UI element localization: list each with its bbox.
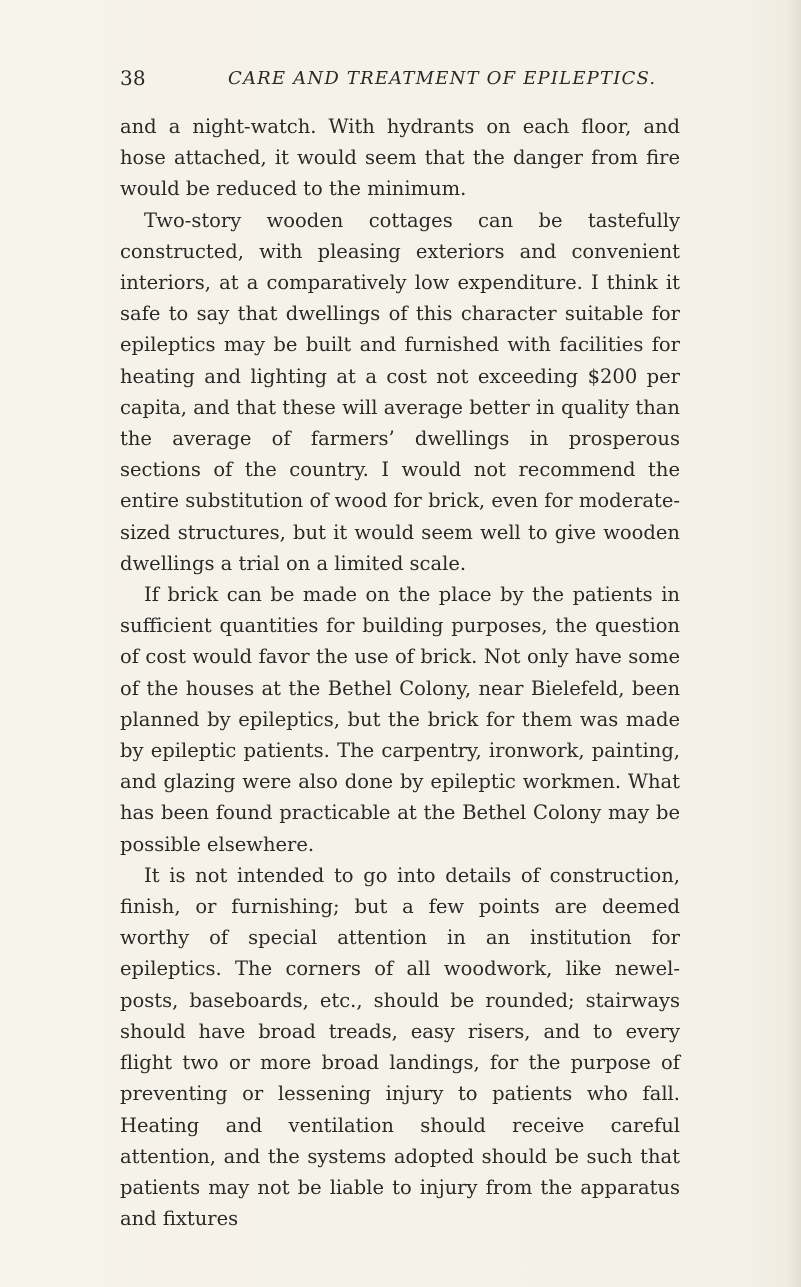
running-title: CARE AND TREATMENT OF EPILEPTICS. bbox=[228, 68, 657, 89]
paragraph-brick: If brick can be made on the place by the patients in sufficient quantities for building purposes, the question of cost would favor the use of brick. Not only have some of the houses at the Bethel Colony, near Bielefeld, been planned by epileptics, but the brick for them was made by epileptic patients. The carpentry, ironwork, painting, and glazing were also done by epileptic workmen. What has been found practicable at the Bethel Colony may be possible elsewhere. bbox=[120, 583, 680, 856]
paragraph-construction-details: It is not intended to go into details of construction, finish, or furnishing; but a few points are deemed worthy of special attention in an institution for epileptics. The corners of all woodwork, like newel-posts, baseboards, etc., should be rounded; stairways should have broad treads, easy risers, and to every flight two or more broad landings, for the purpose of preventing or lessening injury to patients who fall. Heating and ventilation should receive careful attention, and the systems adopted should be such that patients may not be liable to injury from the apparatus and fixtures bbox=[120, 863, 680, 1231]
body-text bbox=[120, 111, 680, 1234]
page-edge-shadow bbox=[787, 0, 801, 1287]
paragraph-continued: and a night-watch. With hydrants on each floor, and hose attached, it would seem that the danger from fire would be reduced to the minimum. bbox=[120, 115, 680, 201]
page-header bbox=[120, 66, 680, 96]
page-number: 38 bbox=[120, 66, 146, 90]
paragraph-wooden-cottages: Two-story wooden cottages can be tastefully constructed, with pleasing exteriors and convenient interiors, at a comparatively low expenditure. I think it safe to say that dwellings of this character suitable for epileptics may be built and furnished with facilities for heating and lighting at a cost not exceeding $200 per capita, and that these will average better in quality than the average of farmers’ dwellings in prosperous sections of the country. I would not recommend the entire substitution of wood for brick, even for moderate-sized structures, but it would seem well to give wooden dwellings a trial on a limited scale. bbox=[120, 208, 680, 575]
